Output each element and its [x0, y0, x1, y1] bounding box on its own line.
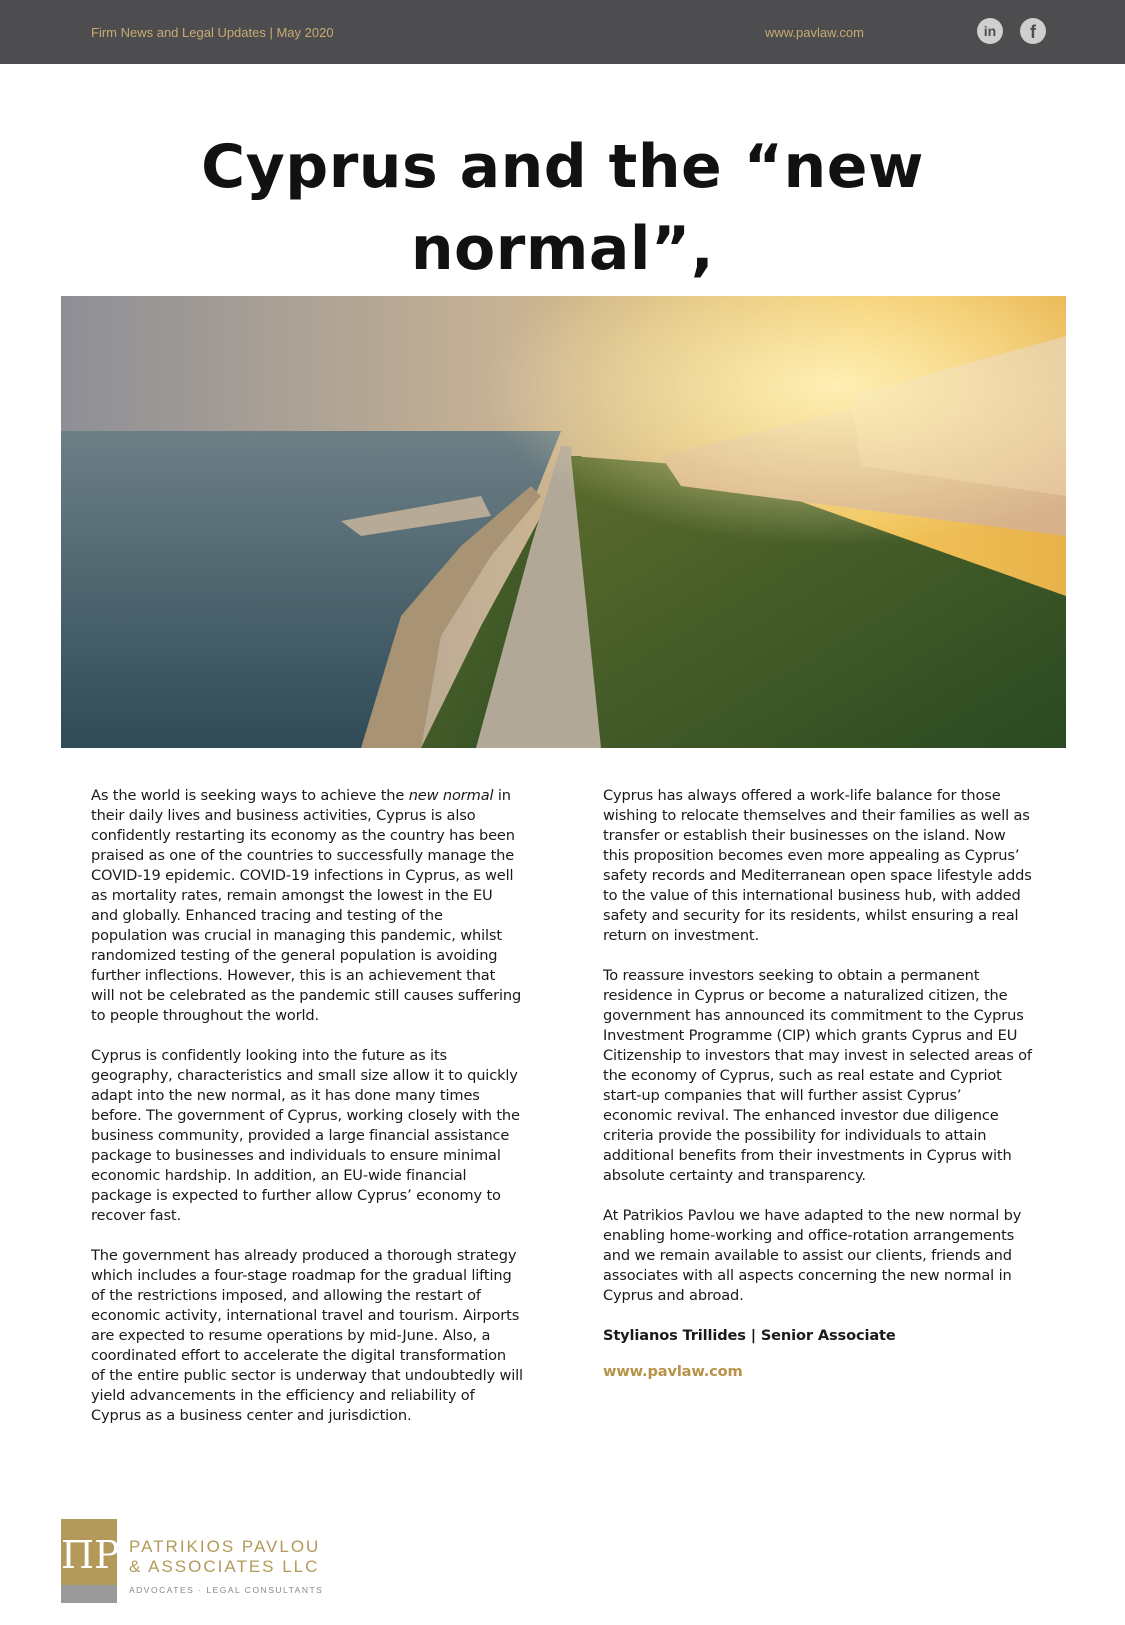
- header-bar: [0, 0, 1125, 64]
- website-link[interactable]: www.pavlaw.com: [603, 1363, 743, 1380]
- header-website-link[interactable]: www.pavlaw.com: [765, 25, 864, 40]
- article-paragraph: Cyprus is confidently looking into the future as its geography, characteristics and small size allow it to quickly adapt into the new normal, as it has done many times before. The government of Cyprus, working closely with the business community, provided a large financial assistance package to businesses and individuals to ensure minimal economic hardship. In addition, an EU-wide financial package is expected to further allow Cyprus’ economy to recover fast.: [91, 1047, 520, 1224]
- article-left-column: [91, 786, 523, 1446]
- article-right-column: [603, 786, 1035, 1402]
- firm-subtitle: ADVOCATES · LEGAL CONSULTANTS: [129, 1585, 324, 1595]
- article-paragraph: To reassure investors seeking to obtain a permanent residence in Cyprus or become a naturalized citizen, the government has announced its commitment to the Cyprus Investment Programme (CIP) which grants Cyprus and EU Citizenship to investors that may invest in selected areas of the economy of Cyprus, such as real estate and Cypriot start-up companies that will further assist Cyprus’ economic revival. The enhanced investor due diligence criteria provide the possibility for individuals to attain additional benefits from their investments in Cyprus with absolute certainty and transparency.: [603, 967, 1032, 1184]
- new-normal-emphasis: new normal: [408, 787, 494, 804]
- article-paragraph: Cyprus has always offered a work-life balance for those wishing to relocate themselves and their families as well as transfer or establish their businesses on the island. Now this proposition becomes even more appealing as Cyprus’ safety records and Mediterranean open space lifestyle adds to the value of this international business hub, with added safety and security for its residents, whilst ensuring a real return on investment.: [603, 787, 1032, 944]
- logo-monogram: ΠP: [61, 1533, 120, 1577]
- firm-logo-mark: [61, 1519, 120, 1603]
- article-paragraph: As the world is seeking ways to achieve the new normal in their daily lives and business activities, Cyprus is also confidently restarting its economy as the country has been praised as one of the countries to successfully manage the COVID-19 epidemic. COVID-19 infections in Cyprus, as well as mortality rates, remain amongst the lowest in the EU and globally. Enhanced tracing and testing of the population was crucial in managing this pandemic, whilst randomized testing of the general population is avoiding further inflections. However, this is an achievement that will not be celebrated as the pandemic still causes suffering to people throughout the world.: [91, 787, 522, 1024]
- firm-name: PATRIKIOS PAVLOU & ASSOCIATES LLC: [129, 1537, 321, 1576]
- title-line-1: Cyprus and the “new normal”,: [201, 132, 924, 284]
- article-paragraph: The government has already produced a thorough strategy which includes a four-stage roadmap for the gradual lifting of the restrictions imposed, and allowing the restart of economic activity, international travel and tourism. Airports are expected to resume operations by mid-June. Also, a coordinated effort to accelerate the digital transformation of the entire public sector is underway that undoubtedly will yield advancements in the efficiency and reliability of Cyprus as a business center and jurisdiction.: [91, 1247, 523, 1424]
- author-signature: Stylianos Trillides | Senior Associate: [603, 1327, 896, 1344]
- linkedin-icon[interactable]: in: [977, 18, 1003, 44]
- article-paragraph: At Patrikios Pavlou we have adapted to the new normal by enabling home-working and office-rotation arrangements and we remain available to assist our clients, friends and associates with all aspects concerning the new normal in Cyprus and abroad.: [603, 1207, 1022, 1304]
- header-tagline: Firm News and Legal Updates | May 2020: [91, 25, 334, 40]
- hero-image: [61, 296, 1066, 748]
- seafront-promenade-image: [61, 296, 1066, 748]
- logo-strip: [61, 1585, 117, 1603]
- facebook-icon[interactable]: f: [1020, 18, 1046, 44]
